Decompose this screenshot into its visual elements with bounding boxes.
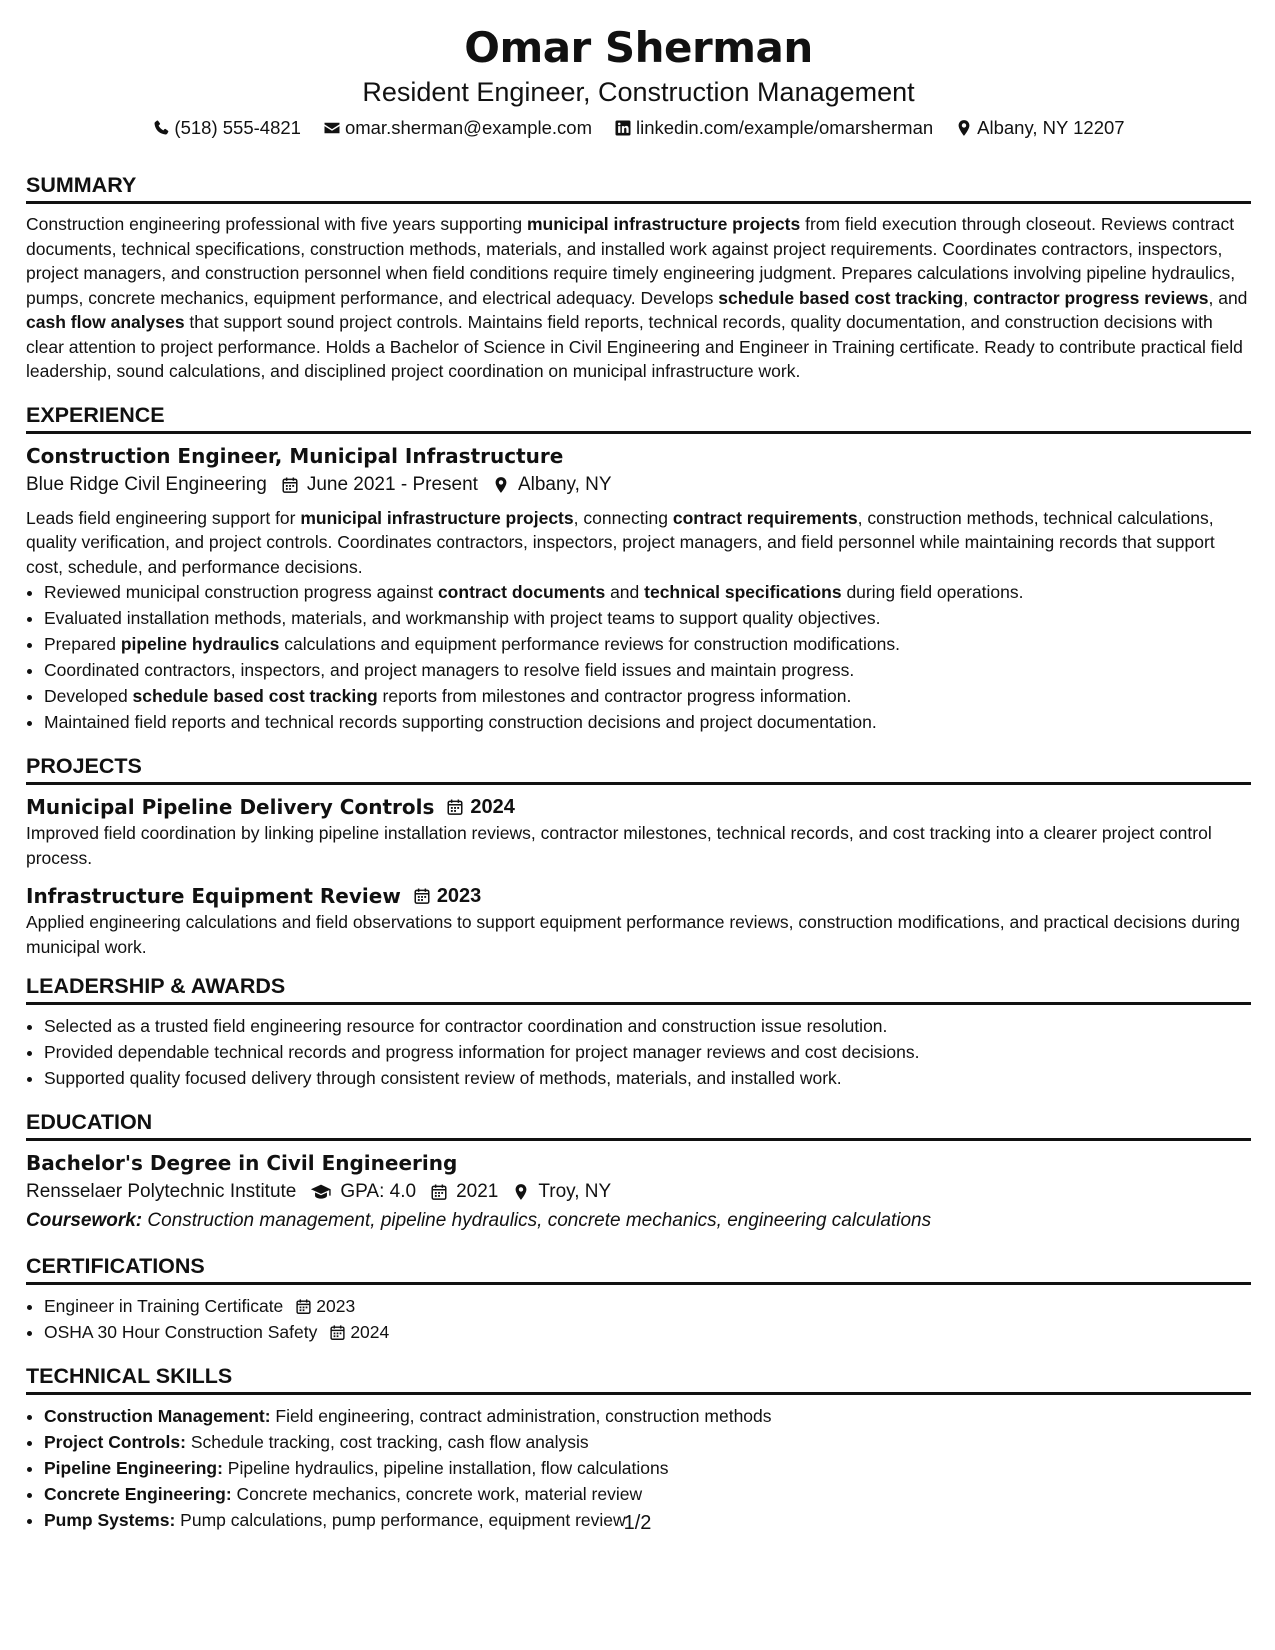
list-item: • Pump Systems: Pump calculations, pump performance, equipment review bbox=[44, 1507, 1251, 1533]
experience-section bbox=[26, 402, 1251, 736]
list-item: • Concrete Engineering: Concrete mechanics, concrete work, material review bbox=[44, 1481, 1251, 1507]
experience-heading: EXPERIENCE bbox=[26, 402, 1251, 434]
envelope-icon bbox=[323, 119, 341, 137]
contact-location bbox=[955, 116, 1124, 140]
list-item: • Reviewed municipal construction progress against contract documents and technical specifications during field operations. bbox=[44, 579, 1251, 605]
map-pin-icon bbox=[512, 1183, 530, 1201]
projects-heading: PROJECTS bbox=[26, 753, 1251, 785]
calendar-icon bbox=[329, 1324, 346, 1341]
project-title: Municipal Pipeline Delivery Controls 2024 bbox=[26, 795, 515, 819]
job-intro: Leads field engineering support for municipal infrastructure projects, connecting contract requirements, construction methods, technical calculations, quality verification, and project controls. Coordinates contractors, inspectors, project managers, and field personnel while maintaining records that support cost, schedule, and performance decisions. bbox=[26, 507, 1215, 577]
leadership-list bbox=[26, 1013, 1251, 1091]
calendar-icon bbox=[295, 1298, 312, 1315]
project-date: 2023 bbox=[413, 882, 482, 910]
map-pin-icon bbox=[955, 119, 973, 137]
contact-email[interactable] bbox=[323, 116, 592, 140]
project-description: Applied engineering calculations and field observations to support equipment performance reviews, construction modifications, and practical decisions during municipal work. bbox=[26, 912, 1241, 957]
contact-phone[interactable] bbox=[152, 116, 301, 140]
project-title: Infrastructure Equipment Review 2023 bbox=[26, 884, 482, 908]
job-location: Albany, NY bbox=[492, 470, 612, 500]
summary-text: Construction engineering professional with five years supporting municipal infrastructure projects from field execution through closeout. Reviews contract documents, technical specifications, construction methods, materials, and installed work against project requirements. Coordinates contractors, inspectors, project managers, and construction personnel when field conditions require timely engineering judgment. Prepares calculations involving pipeline hydraulics, pumps, concrete mechanics, equipment performance, and electrical adequacy. Develops schedule based cost tracking, contractor progress reviews, and cash flow analyses that support sound project controls. Maintains field reports, technical records, quality documentation, and construction decisions with clear attention to project performance. Holds a Bachelor of Science in Civil Engineering and Engineer in Training certificate. Ready to contribute practical field leadership, sound calculations, and disciplined project coordination on municipal infrastructure work. bbox=[26, 214, 1248, 381]
list-item: • Maintained field reports and technical records supporting construction decisions and project documentation. bbox=[44, 709, 1251, 735]
job-company: Blue Ridge Civil Engineering bbox=[26, 473, 267, 495]
leadership-section bbox=[26, 973, 1251, 1091]
calendar-icon bbox=[281, 476, 299, 494]
list-item: • OSHA 30 Hour Construction Safety 2024 bbox=[44, 1319, 1251, 1345]
map-pin-icon bbox=[492, 476, 510, 494]
candidate-title: Resident Engineer, Construction Management bbox=[362, 77, 915, 107]
list-item: • Supported quality focused delivery through consistent review of methods, materials, and installed work. bbox=[44, 1065, 1251, 1091]
coursework-text: Construction management, pipeline hydraulics, concrete mechanics, engineering calculations bbox=[147, 1210, 932, 1231]
skills-heading: TECHNICAL SKILLS bbox=[26, 1363, 1251, 1395]
project-date: 2024 bbox=[446, 793, 515, 821]
list-item: • Prepared pipeline hydraulics calculations and equipment performance reviews for construction modifications. bbox=[44, 631, 1251, 657]
contact-linkedin[interactable] bbox=[614, 116, 933, 140]
coursework-label: Coursework: bbox=[26, 1210, 143, 1231]
list-item: • Engineer in Training Certificate 2023 bbox=[44, 1293, 1251, 1319]
certifications-section bbox=[26, 1253, 1251, 1345]
graduation-cap-icon bbox=[310, 1181, 332, 1203]
list-item: • Coordinated contractors, inspectors, and project managers to resolve field issues and maintain progress. bbox=[44, 657, 1251, 683]
leadership-heading: LEADERSHIP & AWARDS bbox=[26, 973, 1251, 1005]
location-text: Albany, NY 12207 bbox=[977, 117, 1125, 138]
job-dates: June 2021 - Present bbox=[281, 470, 478, 500]
email-text: omar.sherman@example.com bbox=[344, 117, 592, 138]
linkedin-text: linkedin.com/example/omarsherman bbox=[635, 117, 934, 138]
projects-section bbox=[26, 753, 1251, 959]
list-item: • Selected as a trusted field engineering resource for contractor coordination and construction issue resolution. bbox=[44, 1013, 1251, 1039]
calendar-icon bbox=[446, 798, 464, 816]
education-heading: EDUCATION bbox=[26, 1109, 1251, 1141]
job-meta bbox=[26, 470, 1251, 500]
page-number: 1/2 bbox=[623, 1512, 652, 1534]
gpa: GPA: 4.0 bbox=[310, 1177, 416, 1207]
list-item: • Construction Management: Field engineering, contract administration, construction methods bbox=[44, 1403, 1251, 1429]
summary-section bbox=[26, 172, 1251, 384]
education-section bbox=[26, 1109, 1251, 1235]
phone-text: (518) 555-4821 bbox=[174, 117, 301, 138]
certifications-heading: CERTIFICATIONS bbox=[26, 1253, 1251, 1285]
graduation-year: 2021 bbox=[430, 1177, 498, 1207]
contact-bar bbox=[26, 116, 1251, 140]
candidate-name: Omar Sherman bbox=[464, 23, 813, 72]
list-item: • Pipeline Engineering: Pipeline hydraulics, pipeline installation, flow calculations bbox=[44, 1455, 1251, 1481]
project-item bbox=[26, 882, 1251, 959]
skills-section bbox=[26, 1363, 1251, 1533]
school-location: Troy, NY bbox=[512, 1177, 611, 1207]
list-item: • Developed schedule based cost tracking reports from milestones and contractor progress information. bbox=[44, 683, 1251, 709]
list-item: • Project Controls: Schedule tracking, cost tracking, cash flow analysis bbox=[44, 1429, 1251, 1455]
coursework bbox=[26, 1207, 1251, 1235]
degree-title: Bachelor's Degree in Civil Engineering bbox=[26, 1151, 458, 1175]
list-item: • Evaluated installation methods, materials, and workmanship with project teams to support quality objectives. bbox=[44, 605, 1251, 631]
calendar-icon bbox=[430, 1183, 448, 1201]
list-item: • Provided dependable technical records and progress information for project manager reviews and cost decisions. bbox=[44, 1039, 1251, 1065]
calendar-icon bbox=[413, 887, 431, 905]
certifications-list bbox=[26, 1293, 1251, 1345]
phone-icon bbox=[152, 119, 170, 137]
linkedin-icon bbox=[614, 119, 632, 137]
school-name: Rensselaer Polytechnic Institute bbox=[26, 1181, 297, 1202]
project-description: Improved field coordination by linking pipeline installation reviews, contractor milestones, technical records, and cost tracking into a clearer project control process. bbox=[26, 823, 1212, 868]
job-bullets bbox=[26, 579, 1251, 735]
job-title: Construction Engineer, Municipal Infrastructure bbox=[26, 443, 564, 468]
summary-heading: SUMMARY bbox=[26, 172, 1251, 204]
education-meta bbox=[26, 1177, 1251, 1207]
project-item bbox=[26, 793, 1251, 870]
